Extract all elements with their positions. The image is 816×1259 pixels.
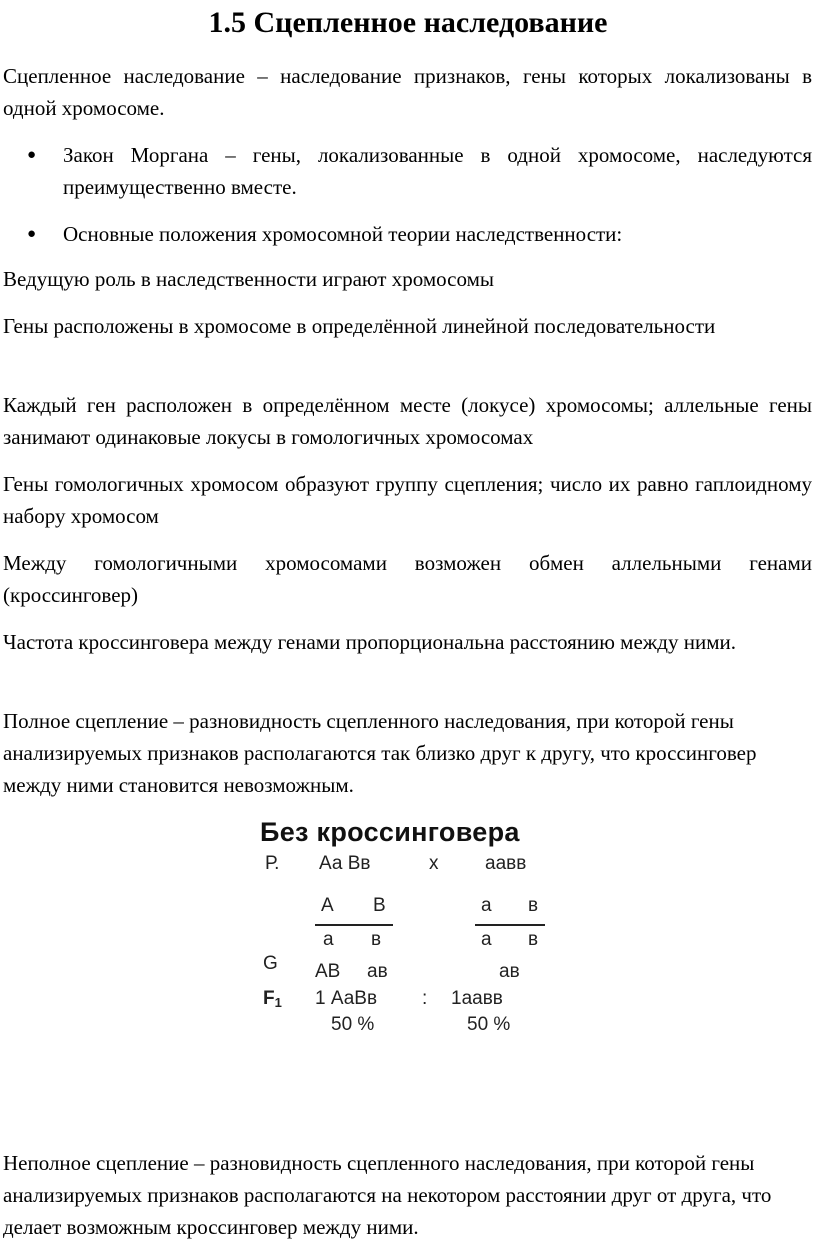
f1-label: $F_1$: [263, 988, 282, 1010]
incomplete-linkage-paragraph: Неполное сцепление – разновидность сцепленного наследования, при которой гены анализируемых признаков располагаются на некотором расстоянии друг от друга, что делает возможным кроссинговер между ними.: [3, 1151, 772, 1239]
chrom2-top-allele-b: в: [528, 895, 539, 916]
offspring2-percent: 50 %: [467, 1014, 511, 1035]
parent1-genotype: Аа Вв: [319, 853, 371, 874]
chrom2-bottom-allele-b: в: [528, 929, 539, 950]
bullet-marker: ●: [27, 147, 37, 163]
complete-linkage-paragraph: Полное сцепление – разновидность сцепленного наследования, при которой гены анализируемых признаков располагаются так близко друг к другу, что кроссинговер между ними становится невозможным.: [3, 709, 757, 797]
cross-sign: х: [429, 853, 439, 874]
provision-item: Частота кроссинговера между генами пропорциональна расстоянию между ними.: [3, 630, 736, 654]
provision-item: Гены гомологичных хромосом образуют группу сцепления; число их равно гаплоидному набору хромосом: [3, 472, 812, 528]
chrom2-bottom-allele-a: а: [481, 929, 492, 950]
provision-item: Ведущую роль в наследственности играют хромосомы: [3, 267, 494, 291]
gamete-parent2: ав: [499, 961, 520, 982]
bullet-morgan-law: [27, 139, 812, 203]
gamete-ab: АВ: [315, 961, 341, 982]
offspring2-genotype: 1аавв: [451, 988, 503, 1009]
provision-item: Каждый ген расположен в определённом месте (локусе) хромосомы; аллельные гены занимают одинаковые локусы в гомологичных хромосомах: [3, 393, 812, 449]
bullet-text: Закон Моргана – гены, локализованные в одной хромосоме, наследуются преимущественно вместе.: [63, 143, 812, 199]
chromosome-line: [315, 924, 393, 926]
bullet-text: Основные положения хромосомной теории наследственности:: [63, 222, 623, 246]
scheme-heading: Без кроссинговера: [260, 817, 520, 847]
chrom1-top-allele-a: А: [321, 895, 334, 916]
bullet-chromosome-theory: [27, 218, 812, 250]
offspring1-genotype: 1 АаВв: [315, 988, 378, 1009]
page-title: 1.5 Сцепленное наследование: [208, 6, 608, 39]
ratio-separator: :: [422, 988, 428, 1009]
provision-item: Между гомологичными хромосомами возможен обмен аллельными генами (кроссинговер): [3, 551, 812, 607]
bullet-marker: ●: [27, 226, 37, 242]
chrom2-top-allele-a: а: [481, 895, 492, 916]
chrom1-bottom-allele-b: в: [371, 929, 382, 950]
parent2-genotype: аавв: [485, 853, 527, 874]
definition-paragraph: Сцепленное наследование – наследование признаков, гены которых локализованы в одной хромосоме.: [3, 64, 812, 120]
parent-label: Р.: [265, 853, 280, 874]
gametes-label: G: [263, 953, 278, 974]
chromosome-line: [475, 924, 545, 926]
gamete-ab-recessive: ав: [367, 961, 388, 982]
chrom1-top-allele-b: В: [373, 895, 386, 916]
offspring1-percent: 50 %: [331, 1014, 375, 1035]
provision-item: Гены расположены в хромосоме в определённой линейной последовательности: [3, 314, 716, 338]
crossing-scheme-figure: [255, 815, 555, 1040]
chrom1-bottom-allele-a: а: [323, 929, 334, 950]
